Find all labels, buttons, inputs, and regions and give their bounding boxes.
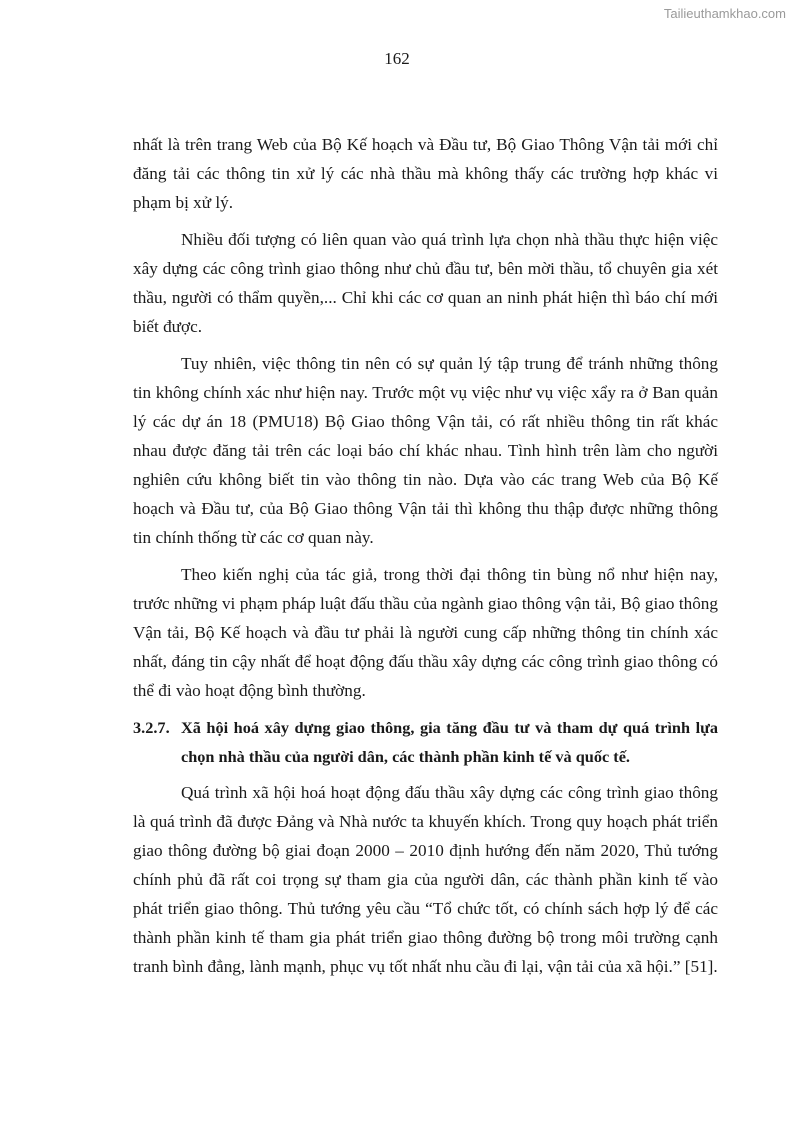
- section-heading: [133, 713, 718, 771]
- paragraph: Quá trình xã hội hoá hoạt động đấu thầu xây dựng các công trình giao thông là quá trình đã được Đảng và Nhà nước ta khuyến khích. Trong quy hoạch phát triển giao thông đường bộ giai đoạn 2000 – 2010 định hướng đến năm 2020, Thủ tướng chính phủ đã rất coi trọng sự tham gia của người dân, các thành phần kinh tế vào phát triển giao thông. Thủ tướng yêu cầu “Tổ chức tốt, có chính sách hợp lý để các thành phần kinh tế tham gia phát triển giao thông đường bộ trong môi trường cạnh tranh bình đẳng, lành mạnh, phục vụ tốt nhất nhu cầu đi lại, vận tải của xã hội.” [51].: [133, 783, 718, 976]
- document-body: [133, 130, 718, 989]
- section-title: Xã hội hoá xây dựng giao thông, gia tăng đầu tư và tham dự quá trình lựa chọn nhà thầu của người dân, các thành phần kinh tế và quốc tế.: [181, 718, 718, 766]
- paragraph: Tuy nhiên, việc thông tin nên có sự quản lý tập trung để tránh những thông tin không chính xác như hiện nay. Trước một vụ việc như vụ việc xẩy ra ở Ban quản lý các dự án 18 (PMU18) Bộ Giao thông Vận tải, có rất nhiều thông tin rất khác nhau được đăng tải trên các loại báo chí khác nhau. Tình hình trên làm cho người nghiên cứu không biết tin vào thông tin nào. Dựa vào các trang Web của Bộ Kế hoạch và Đầu tư, của Bộ Giao thông Vận tải thì không thu thập được những thông tin chính thống từ các cơ quan này.: [133, 354, 718, 547]
- section-number: 3.2.7.: [133, 718, 170, 737]
- page-number: 162: [384, 49, 410, 68]
- watermark: Tailieuthamkhao.com: [663, 6, 786, 21]
- paragraph: Theo kiến nghị của tác giả, trong thời đại thông tin bùng nổ như hiện nay, trước những vi phạm pháp luật đấu thầu của ngành giao thông vận tải, Bộ giao thông Vận tải, Bộ Kế hoạch và đầu tư phải là người cung cấp những thông tin chính xác nhất, đáng tin cậy nhất để hoạt động đấu thầu xây dựng các công trình giao thông có thể đi vào hoạt động bình thường.: [133, 565, 718, 700]
- paragraph: Nhiều đối tượng có liên quan vào quá trình lựa chọn nhà thầu thực hiện việc xây dựng các công trình giao thông như chủ đầu tư, bên mời thầu, tổ chuyên gia xét thầu, người có thẩm quyền,... Chỉ khi các cơ quan an ninh phát hiện thì báo chí mới biết được.: [133, 230, 718, 336]
- paragraph-continuation: nhất là trên trang Web của Bộ Kế hoạch và Đầu tư, Bộ Giao Thông Vận tải mới chỉ đăng tải các thông tin xử lý các nhà thầu mà không thấy các trường hợp khác vi phạm bị xử lý.: [133, 135, 718, 212]
